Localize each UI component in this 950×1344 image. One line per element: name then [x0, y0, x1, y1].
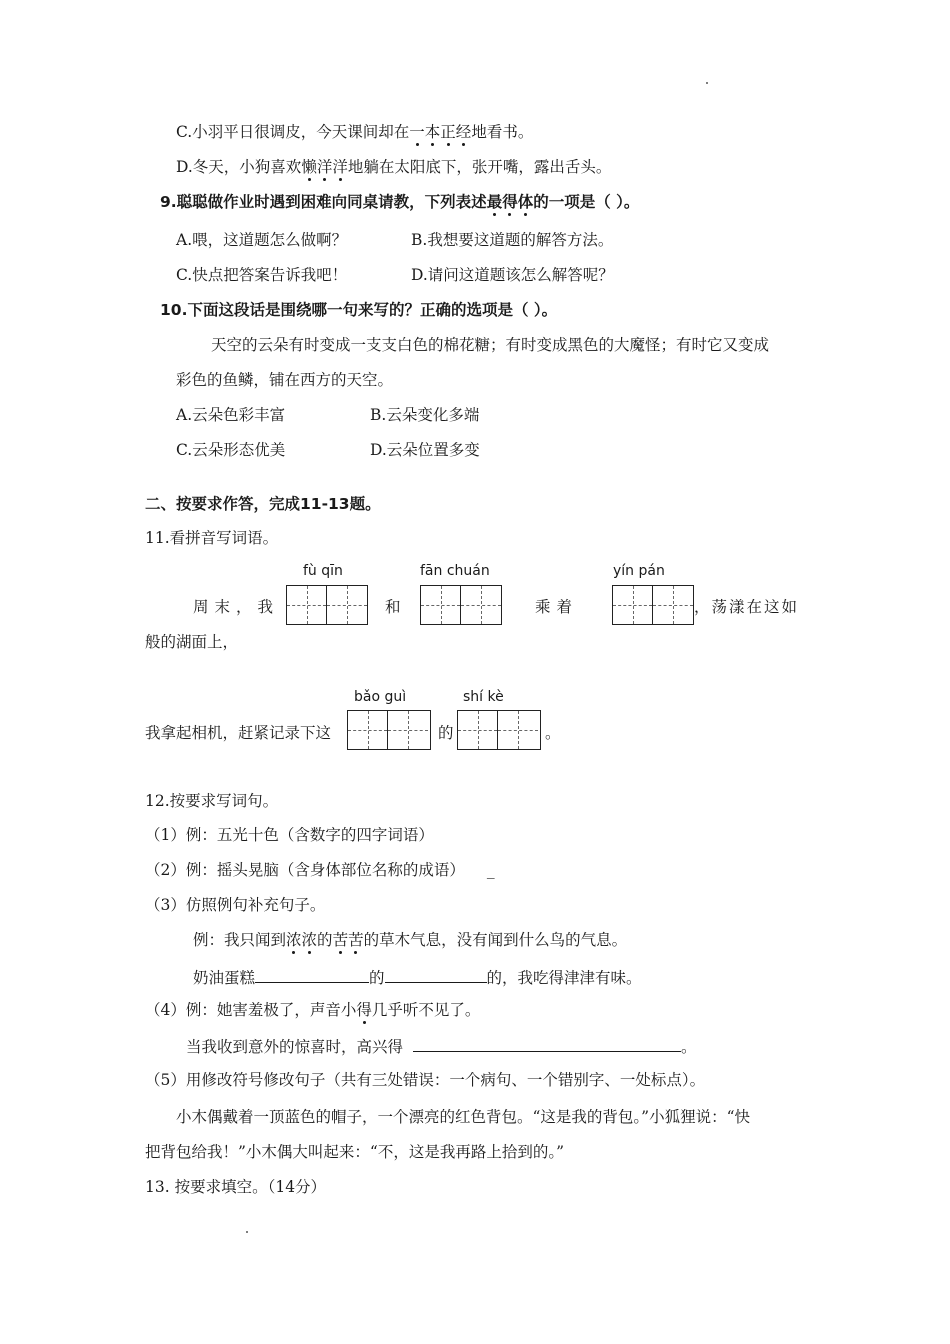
- q11-text-zhoumo: 周末，我: [193, 598, 280, 616]
- q12-item3-fill: 奶油蛋糕 的 的，我吃得津津有味。: [193, 966, 642, 988]
- grid-cell[interactable]: [653, 586, 693, 624]
- emphasis-char: 洋: [316, 158, 333, 176]
- grid-cell[interactable]: [613, 586, 653, 624]
- q11-text-he: 和: [385, 598, 401, 616]
- q11-pinyin-4: bǎo guì: [354, 689, 407, 705]
- q12-item5: （5）用修改符号修改句子（共有三处错误：一个病句、一个错别字、一处标点）。: [145, 1071, 706, 1089]
- q11-text-chengzhe: 乘着: [535, 598, 579, 616]
- q12-item1: （1）例：五光十色（含数字的四字词语）: [145, 826, 434, 844]
- q10-option-c: C.云朵形态优美: [176, 441, 286, 459]
- grid-cell[interactable]: [498, 711, 538, 749]
- q11-title: 11.看拼音写词语。: [145, 529, 279, 547]
- q12-item2: （2）例：摇头晃脑（含身体部位名称的成语） _: [145, 861, 495, 879]
- q9-option-c: C.快点把答案告诉我吧！: [176, 266, 348, 284]
- q11-pinyin-2: fān chuán: [420, 563, 490, 579]
- grid-cell[interactable]: [458, 711, 498, 749]
- q12-item3: （3）仿照例句补充句子。: [145, 896, 326, 914]
- q11-pinyin-5: shí kè: [463, 689, 504, 705]
- emphasis-char: 洋: [332, 158, 348, 176]
- grid-cell[interactable]: [421, 586, 461, 624]
- emphasis-char: 得: [356, 1001, 372, 1019]
- q12-item4-fill: 当我收到意外的惊喜时，高兴得 。: [186, 1035, 697, 1057]
- q11-text-line2: 般的湖面上，: [145, 633, 239, 651]
- q9-stem-dotted: [487, 193, 534, 211]
- q12-item3-dotted1: [286, 931, 317, 949]
- q10-stem: 10.下面这段话是围绕哪一句来写的？正确的选项是（ ）。: [160, 301, 558, 319]
- grid-cell[interactable]: [348, 711, 388, 749]
- q11-grid-yinpan[interactable]: [612, 585, 694, 625]
- q11-text-de: 的: [438, 724, 454, 742]
- q9-option-d: D.请问这道题该怎么解答呢？: [411, 266, 614, 284]
- emphasis-char: 最: [486, 193, 503, 211]
- emphasis-char: 一: [409, 123, 425, 141]
- q11-text-dangyang: ，荡漾在这如: [694, 598, 800, 616]
- section2-title: 二、按要求作答，完成11-13题。: [145, 495, 381, 513]
- q10-option-b: B.云朵变化多端: [370, 406, 480, 424]
- q10-option-d: D.云朵位置多变: [370, 441, 480, 459]
- q12-item3-blank1[interactable]: [255, 966, 369, 983]
- q10-option-a: A.云朵色彩丰富: [176, 406, 286, 424]
- q8-option-d-dotted: [301, 158, 348, 176]
- emphasis-char: 得: [502, 193, 518, 211]
- q12-item5-line1: 小木偶戴着一顶蓝色的帽子，一个漂亮的红色背包。“这是我的背包。”小狐狸说：“快: [176, 1108, 751, 1126]
- q12-item3-blank2[interactable]: [385, 966, 487, 983]
- emphasis-char: 苦: [348, 931, 364, 949]
- emphasis-char: 浓: [301, 931, 318, 949]
- q8-option-d: D.冬天，小狗喜欢懒洋洋地躺在太阳底下，张开嘴，露出舌头。: [176, 158, 612, 176]
- q11-grid-fanchuan[interactable]: [420, 585, 502, 625]
- q11-text-line3: 我拿起相机，赶紧记录下这: [145, 724, 332, 742]
- scan-mark-bottom: [246, 1231, 248, 1233]
- emphasis-char: 苦: [332, 931, 349, 949]
- q13-title: 13. 按要求填空。（14分）: [145, 1178, 327, 1196]
- emphasis-char: 懒: [301, 158, 317, 176]
- q11-grid-fuqin[interactable]: [286, 585, 368, 625]
- emphasis-char: 本: [424, 123, 441, 141]
- q11-grid-shike[interactable]: [457, 710, 541, 750]
- q11-text-end: 。: [545, 724, 561, 742]
- q12-item2-tail[interactable]: _: [486, 861, 495, 879]
- q12-item5-line2: 把背包给我！”小木偶大叫起来：“不，这是我再路上拾到的。”: [145, 1143, 565, 1161]
- q11-pinyin-1: fù qīn: [303, 563, 343, 579]
- grid-cell[interactable]: [461, 586, 501, 624]
- scan-mark-top: [706, 82, 708, 84]
- q12-item3-example: 例：我只闻到浓浓的苦苦的草木气息，没有闻到什么鸟的气息。: [193, 931, 628, 949]
- grid-cell[interactable]: [327, 586, 367, 624]
- q12-item4-blank[interactable]: [413, 1035, 681, 1052]
- q8-option-c: C.小羽平日很调皮，今天课间却在一本正经地看书。: [176, 123, 534, 141]
- q9-option-a: A.喂，这道题怎么做啊？: [176, 231, 348, 249]
- q12-title: 12.按要求写词句。: [145, 792, 279, 810]
- q9-stem: 9.聪聪做作业时遇到困难向同桌请教，下列表述最得体的一项是（ ）。: [160, 193, 640, 211]
- q12-item4-dotted: [356, 1001, 372, 1019]
- q12-item3-dotted2: [333, 931, 364, 949]
- grid-cell[interactable]: [287, 586, 327, 624]
- emphasis-char: 正: [440, 123, 456, 141]
- emphasis-char: 体: [517, 193, 534, 211]
- q10-passage-line1: 天空的云朵有时变成一支支白色的棉花糖；有时变成黑色的大魔怪；有时它又变成: [211, 336, 770, 354]
- q12-item4: （4）例：她害羞极了，声音小得几乎听不见了。: [145, 1001, 481, 1019]
- q9-option-b: B.我想要这道题的解答方法。: [411, 231, 614, 249]
- emphasis-char: 浓: [286, 931, 302, 949]
- emphasis-char: 经: [455, 123, 472, 141]
- q11-grid-baogui[interactable]: [347, 710, 431, 750]
- q8-option-c-dotted: [409, 123, 471, 141]
- q10-passage-line2: 彩色的鱼鳞，铺在西方的天空。: [176, 371, 394, 389]
- q11-pinyin-3: yín pán: [613, 563, 665, 579]
- grid-cell[interactable]: [388, 711, 428, 749]
